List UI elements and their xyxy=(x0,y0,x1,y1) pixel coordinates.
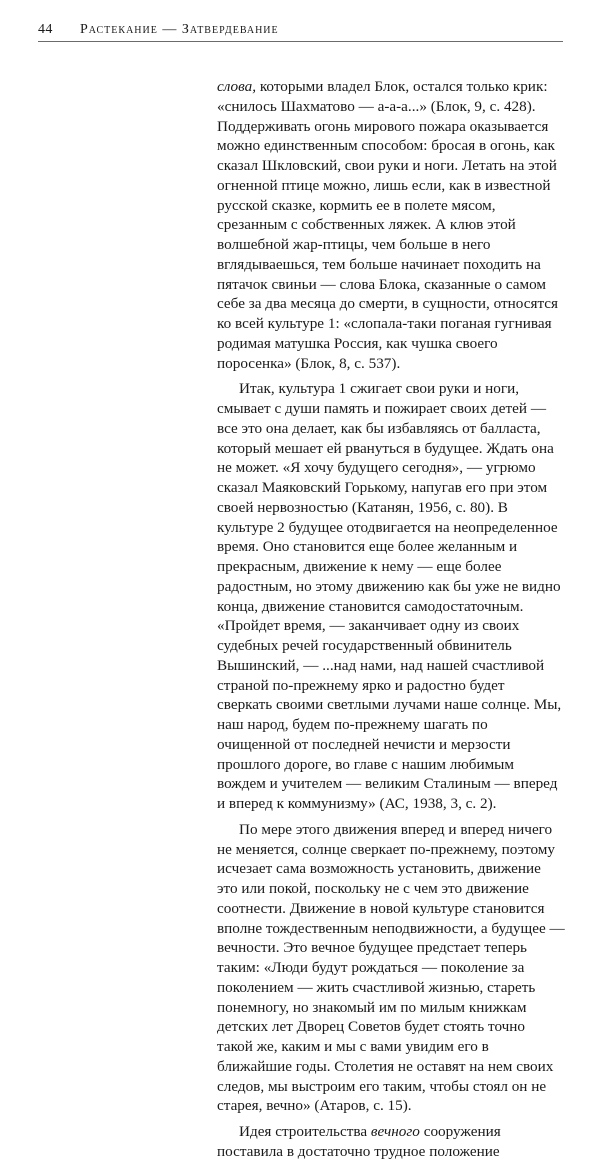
text-line xyxy=(217,399,567,419)
text-run: который мешает ей рвануться в будущее. Ждать она xyxy=(217,439,554,457)
italic-text: вечного xyxy=(370,1123,420,1140)
text-line xyxy=(217,616,567,636)
text-line xyxy=(217,1077,567,1097)
text-run: очищенной от последней нечисти и мерзости xyxy=(217,735,511,753)
text-line xyxy=(217,774,567,794)
text-run: своей нервозностью (Катанян, 1956, с. 80). В xyxy=(217,498,508,516)
paragraph xyxy=(217,77,567,373)
text-run: сооружения xyxy=(419,1123,501,1140)
text-line xyxy=(217,755,567,775)
text-line xyxy=(217,354,567,374)
text-run: вглядываешься, тем больше начинает походить на xyxy=(217,255,541,273)
text-run: прошлого дороге, во главе с нашим любимым xyxy=(217,755,514,773)
text-line xyxy=(217,577,567,597)
text-line xyxy=(217,695,567,715)
text-run: сказал Маяковский Горькому, напугав его при этом xyxy=(217,479,548,496)
text-line xyxy=(217,275,567,295)
text-line xyxy=(217,1142,567,1162)
text-run: которыми владел Блок, остался только крик: xyxy=(256,78,548,95)
text-line xyxy=(217,196,567,216)
text-run: конца, движение становится самодостаточным. xyxy=(217,597,524,615)
text-line xyxy=(217,978,567,998)
text-run: себе за два месяца до смерти, в сущности, относятся xyxy=(217,295,558,313)
text-run: смывает с души память и пожирает своих детей — xyxy=(217,400,547,417)
text-line xyxy=(217,958,567,978)
text-line xyxy=(217,840,567,860)
text-line xyxy=(217,899,567,919)
text-run: детских лет Дворец Советов будет стоять точно xyxy=(217,1018,526,1036)
text-line xyxy=(217,498,567,518)
text-run: сверкать своими светлыми лучами наше солнце. Мы, xyxy=(217,696,562,714)
text-line xyxy=(217,794,567,814)
text-line xyxy=(217,537,567,557)
text-run: соотнести. Движение в новой культуре становится xyxy=(217,899,545,917)
text-run: «Пройдет время, — заканчивает одну из своих xyxy=(217,617,520,635)
text-line xyxy=(217,1096,567,1116)
text-line xyxy=(217,294,567,314)
text-run: поставила в достаточно трудное положение xyxy=(217,1142,500,1160)
text-run: все это она делает, как бы избавляясь от балласта, xyxy=(217,419,541,437)
text-run: исчезает сама возможность установить, движение xyxy=(217,860,541,878)
text-run: Идея строительства xyxy=(239,1123,371,1140)
text-run: старея, вечно» (Атаров, с. 15). xyxy=(217,1097,412,1115)
text-line xyxy=(217,235,567,255)
text-run: таким: «Люди будут рождаться — поколение за xyxy=(217,959,525,976)
text-run: судебных речей государственный обвинитель xyxy=(217,637,512,654)
text-line xyxy=(217,879,567,899)
text-run: это или покой, поскольку не с чем это движение xyxy=(217,880,529,897)
text-run: срезанным с собственных ляжек. А клюв этой xyxy=(217,216,516,234)
paragraph xyxy=(217,1122,567,1162)
text-line xyxy=(217,1057,567,1077)
text-line xyxy=(217,1017,567,1037)
text-line xyxy=(217,176,567,196)
text-run: вечности. Это вечное будущее предстает теперь xyxy=(217,939,527,957)
text-line xyxy=(217,314,567,334)
text-line xyxy=(217,859,567,879)
paragraph xyxy=(217,820,567,1116)
text-run: понемногу, но знакомый им по милым книжкам xyxy=(217,998,527,1016)
text-line xyxy=(217,419,567,439)
text-line xyxy=(217,439,567,459)
text-run: Поддерживать огонь мирового пожара оказывается xyxy=(217,117,549,135)
text-run: культуре 2 будущее отодвигается на неопределенное xyxy=(217,518,558,536)
text-run: сказал Шкловский, свои руки и ноги. Летать на этой xyxy=(217,157,557,174)
text-run: можно единственным способом: бросая в огонь, как xyxy=(217,137,555,155)
running-head xyxy=(38,19,578,43)
text-line xyxy=(217,1037,567,1057)
text-run: время. Оно становится еще более желанным и xyxy=(217,538,518,556)
text-run: «снилось Шахматово — а-а-а...» (Блок, 9, с. 428). xyxy=(217,97,536,115)
text-run: вождем и учителем — великим Сталиным — вперед xyxy=(217,775,558,793)
page-number: 44 xyxy=(38,22,53,37)
text-run: следов, мы выстроим его таким, чтобы стоял он не xyxy=(217,1077,547,1095)
text-line xyxy=(217,998,567,1018)
text-run: не может. «Я хочу будущего сегодня», — угрюмо xyxy=(217,459,536,477)
text-run: огненной птице можно, лишь если, как в известной xyxy=(217,176,551,194)
text-line xyxy=(217,379,567,399)
text-line xyxy=(217,919,567,939)
text-run: Итак, культура 1 сжигает свои руки и ноги, xyxy=(239,380,519,398)
running-head-title: Растекание — Затвердевание xyxy=(80,22,279,37)
text-line xyxy=(217,458,567,478)
text-run: пятачок свиньи — слова Блока, сказанные о самом xyxy=(217,275,547,293)
text-line xyxy=(217,478,567,498)
text-line xyxy=(217,1122,567,1142)
text-line xyxy=(217,597,567,617)
text-line xyxy=(217,77,567,97)
text-line xyxy=(217,117,567,137)
text-line xyxy=(217,676,567,696)
text-line xyxy=(217,715,567,735)
text-run: русской сказке, кормить ее в полете мясом, xyxy=(217,196,496,214)
text-run: поросенка» (Блок, 8, с. 537). xyxy=(217,354,401,372)
text-run: не меняется, солнце сверкает по-прежнему, поэтому xyxy=(217,840,555,858)
text-run: прекрасным, движение к нему — еще более xyxy=(217,558,502,575)
text-line xyxy=(217,735,567,755)
text-run: Вышинский, — ...над нами, над нашей счастливой xyxy=(217,656,545,674)
text-run: волшебной жар-птицы, чем больше в него xyxy=(217,236,491,253)
text-run: По мере этого движения вперед и вперед ничего xyxy=(239,820,553,838)
header-rule xyxy=(38,41,563,42)
text-run: радостным, но этому движению как бы уже не видно xyxy=(217,577,561,595)
text-run: вполне тождественным неподвижности, а будущее — xyxy=(217,919,565,937)
text-line xyxy=(217,636,567,656)
italic-text: слова, xyxy=(217,78,257,95)
text-line xyxy=(217,656,567,676)
text-line xyxy=(217,518,567,538)
text-run: такой же, каким и мы с вами увидим его в xyxy=(217,1038,489,1055)
text-run: наш народ, будем по-прежнему шагать по xyxy=(217,716,488,733)
text-line xyxy=(217,557,567,577)
paragraph xyxy=(217,379,567,814)
text-line xyxy=(217,215,567,235)
text-run: страной по-прежнему ярко и радостно будет xyxy=(217,676,505,694)
text-run: родимая матушка Россия, как чушка своего xyxy=(217,334,498,352)
text-line xyxy=(217,97,567,117)
text-line xyxy=(217,938,567,958)
body-text xyxy=(217,77,567,1162)
text-line xyxy=(217,334,567,354)
text-line xyxy=(217,136,567,156)
text-run: ближайшие годы. Столетия не оставят на нем своих xyxy=(217,1057,554,1075)
text-line xyxy=(217,255,567,275)
text-run: поколением — жить счастливой жизнью, стареть xyxy=(217,978,536,996)
text-run: и вперед к коммунизму» (АС, 1938, 3, с. 2). xyxy=(217,795,497,812)
text-run: ко всей культуре 1: «слопала-таки поганая гугнивая xyxy=(217,315,552,332)
text-line xyxy=(217,156,567,176)
text-line xyxy=(217,820,567,840)
